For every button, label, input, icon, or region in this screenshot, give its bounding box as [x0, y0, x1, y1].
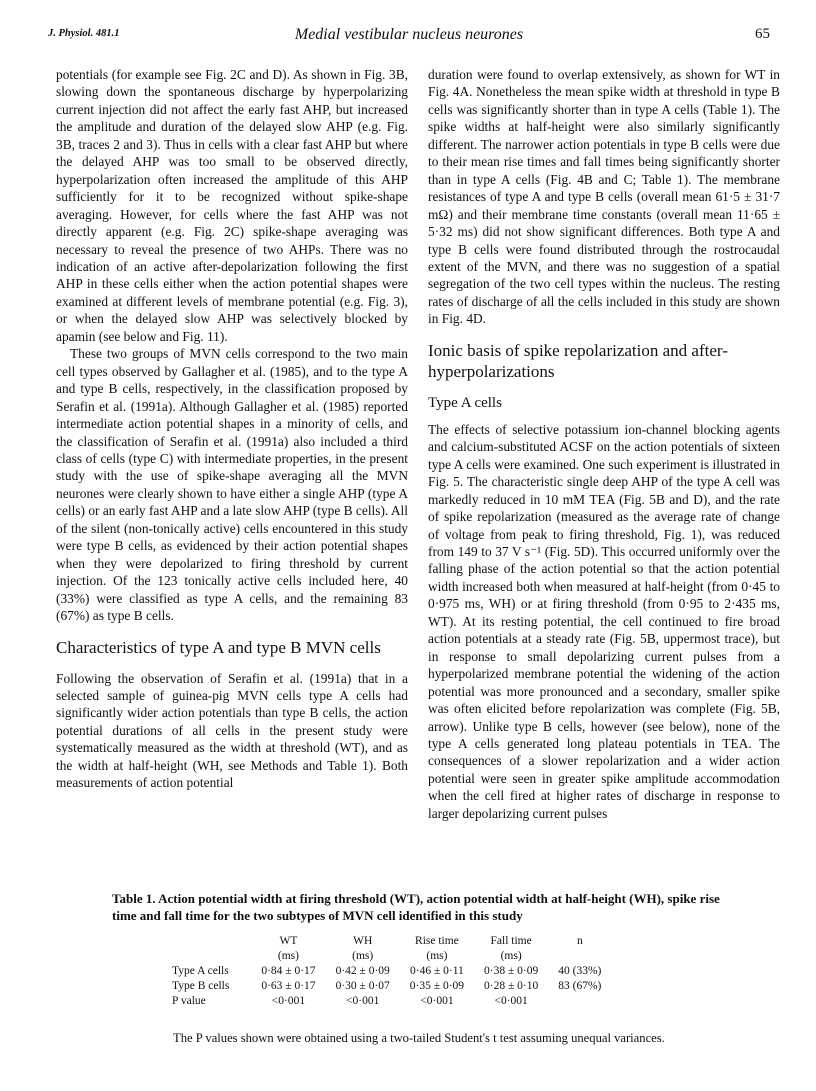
- table-cell: 0·38 ± 0·09: [484, 965, 539, 977]
- column-header: [474, 934, 548, 964]
- paragraph: duration were found to overlap extensively, as shown for WT in Fig. 4A. Nonetheless the mean spike width at threshold in type B cells was significantly shorter than in type A cells (Table 1). The spike widths at half-height were also similarly significantly different. The narrower action potentials in type B cells were due to their mean rise times and fall times being significantly shorter than in type A cells (Fig. 4B and C; Table 1). The membrane resistances of type A and type B cells (overall mean 61·5 ± 31·7 mΩ) and their membrane time constants (overall mean 11·65 ± 5·32 ms) did not show significant differences. Both type A and type B cells were found distributed through the rostrocaudal extent of the MVN, and there was no suggestion of a spatial segregation of the two cell types within the nucleus. The resting rates of discharge of all the cells included in this study are shown in Fig. 4D.: [428, 67, 780, 327]
- column-header-label: Rise time: [415, 935, 459, 947]
- section-heading: Ionic basis of spike repolarization and after-hyperpolarizations: [428, 340, 728, 381]
- table-cell: <0·001: [494, 995, 528, 1007]
- section-heading: Characteristics of type A and type B MVN cells: [56, 637, 381, 657]
- table-cell: 0·42 ± 0·09: [335, 965, 390, 977]
- table-header-row: [172, 934, 611, 964]
- table-cell: <0·001: [346, 995, 380, 1007]
- row-label: Type A cells: [172, 965, 229, 977]
- table-corner: [172, 934, 251, 964]
- page-number: 65: [755, 26, 770, 42]
- right-column: [428, 66, 780, 822]
- table-1: [112, 890, 722, 1009]
- column-header-label: Fall time: [490, 935, 532, 947]
- table-cell: 0·46 ± 0·11: [410, 965, 464, 977]
- table-cell: <0·001: [271, 995, 306, 1007]
- column-header: [251, 934, 325, 964]
- table-cell: 83 (67%): [558, 980, 602, 992]
- table-cell: <0·001: [420, 995, 454, 1007]
- table-cell: 0·63 ± 0·17: [261, 980, 316, 992]
- column-header-label: WT: [279, 935, 298, 947]
- table-cell: 0·30 ± 0·07: [335, 980, 390, 992]
- table-cell: 0·84 ± 0·17: [261, 965, 316, 977]
- column-header-unit: (ms): [500, 950, 522, 962]
- left-column: [56, 66, 408, 792]
- table-footnote: The P values shown were obtained using a two-tailed Student's t test assuming unequal variances.: [173, 1031, 665, 1045]
- table-caption: Table 1. Action potential width at firing threshold (WT), action potential width at half-height (WH), spike rise time and fall time for the two subtypes of MVN cell identified in this study: [112, 891, 720, 923]
- table-cell: 40 (33%): [558, 965, 602, 977]
- column-header: [548, 934, 611, 964]
- paragraph: potentials (for example see Fig. 2C and D). As shown in Fig. 3B, slowing down the spontaneous discharge by hyperpolarizing current injection did not affect the early fast AHP, but increased the amplitude and duration of the delayed slow AHP (e.g. Fig. 3B, traces 2 and 3). Thus in cells with a clear fast AHP but where the delayed AHP was too small to be observed directly, hyperpolarization often increased the amplitude of this AHP sufficiently for it to be recognized without spike-shape averaging. However, for cells where the fast AHP was not directly apparent (e.g. Fig. 2C) spike-shape averaging was necessary to reveal the presence of two AHPs. There was no indication of an active after-depolarization following the first AHP in these cells either when the action potential shapes were examined at different levels of membrane potential (e.g. Fig. 3), or when the delayed slow AHP was selectively blocked by apamin (see below and Fig. 11).: [56, 67, 408, 344]
- column-header-unit: (ms): [426, 950, 448, 962]
- paragraph: These two groups of MVN cells correspond to the two main cell types observed by Gallagher et al. (1985), and to the type A and type B cells, respectively, in the classification proposed by Serafin et al. (1991a). Although Gallagher et al. (1985) reported intermediate action potential shapes in a minority of cells, and the classification of Serafin et al. (1991a) also included a third class of cells (type C) with intermediate properties, in the present study with the use of spike-shape averaging all the MVN neurones were clearly shown to have either a single AHP (type A cells) or an early fast AHP and a late slow AHP (type B cells). All of the silent (non-tonically active) cells encountered in this study were type B cells, as evidenced by their action potential shapes when they were depolarized to firing threshold by current injection. Of the 123 tonically active cells included here, 40 (33%) were classified as type A cells, and the remaining 83 (67%) as type B cells.: [56, 346, 408, 624]
- column-header-label: n: [576, 935, 583, 947]
- table-row: [172, 979, 611, 994]
- column-header: [326, 934, 400, 964]
- paragraph: The effects of selective potassium ion-channel blocking agents and calcium-substituted ACSF on the action potentials of sixteen type A cells were examined. One such experiment is illustrated in Fig. 5. The characteristic single deep AHP of the type A cell was markedly reduced in 10 mM TEA (Fig. 5B and D), and the rate of spike repolarization (measured as the average rate of change of voltage from peak to firing threshold, Fig. 1), was reduced from 149 to 37 V s⁻¹ (Fig. 5D). This occurred uniformly over the falling phase of the action potential so that the action potential width increased both when measured at half-height (from 0·45 to 0·975 ms, WH) or at firing threshold (from 0·95 to 2·435 ms, WT). At its resting potential, the cell continued to fire broad action potentials at a steady rate (Fig. 5B, uppermost trace), but in response to small depolarizing current pulses from a hyperpolarized membrane potential the widening of the action potential was more pronounced and a secondary, smaller spike was often elicited before repolarization was complete (Fig. 5B, arrow). Unlike type B cells, however (see below), none of the type A cells generated long plateau potentials in TEA. The consequences of a slower repolarization and a wider action potential were seen in greater spike amplitude accommodation when the cell fired at higher rates of discharge in response to larger depolarizing current pulses: [428, 421, 780, 821]
- row-label: P value: [172, 995, 206, 1007]
- page-header: [48, 26, 770, 50]
- table-row: [172, 964, 611, 979]
- journal-reference: J. Physiol. 481.1: [48, 28, 120, 39]
- running-title: Medial vestibular nucleus neurones: [294, 26, 524, 43]
- column-header: [400, 934, 474, 964]
- paragraph: Following the observation of Serafin et al. (1991a) that in a selected sample of guinea-pig MVN cells type A cells had significantly wider action potentials than type B cells, the action potential durations of all cells in the present study were systematically measured as the width at threshold (WT), and as the width at half-height (WH, see Methods and Table 1). Both measurements of action potential: [56, 670, 408, 791]
- data-table: [172, 934, 611, 1009]
- table-cell: 0·28 ± 0·10: [484, 980, 539, 992]
- table-cell: [548, 994, 611, 1009]
- column-header-unit: (ms): [277, 950, 299, 962]
- column-header-unit: (ms): [352, 950, 374, 962]
- row-label: Type B cells: [172, 980, 230, 992]
- subsection-heading: Type A cells: [428, 394, 502, 411]
- column-header-label: WH: [353, 935, 373, 947]
- table-row: [172, 994, 611, 1009]
- table-cell: 0·35 ± 0·09: [409, 980, 465, 992]
